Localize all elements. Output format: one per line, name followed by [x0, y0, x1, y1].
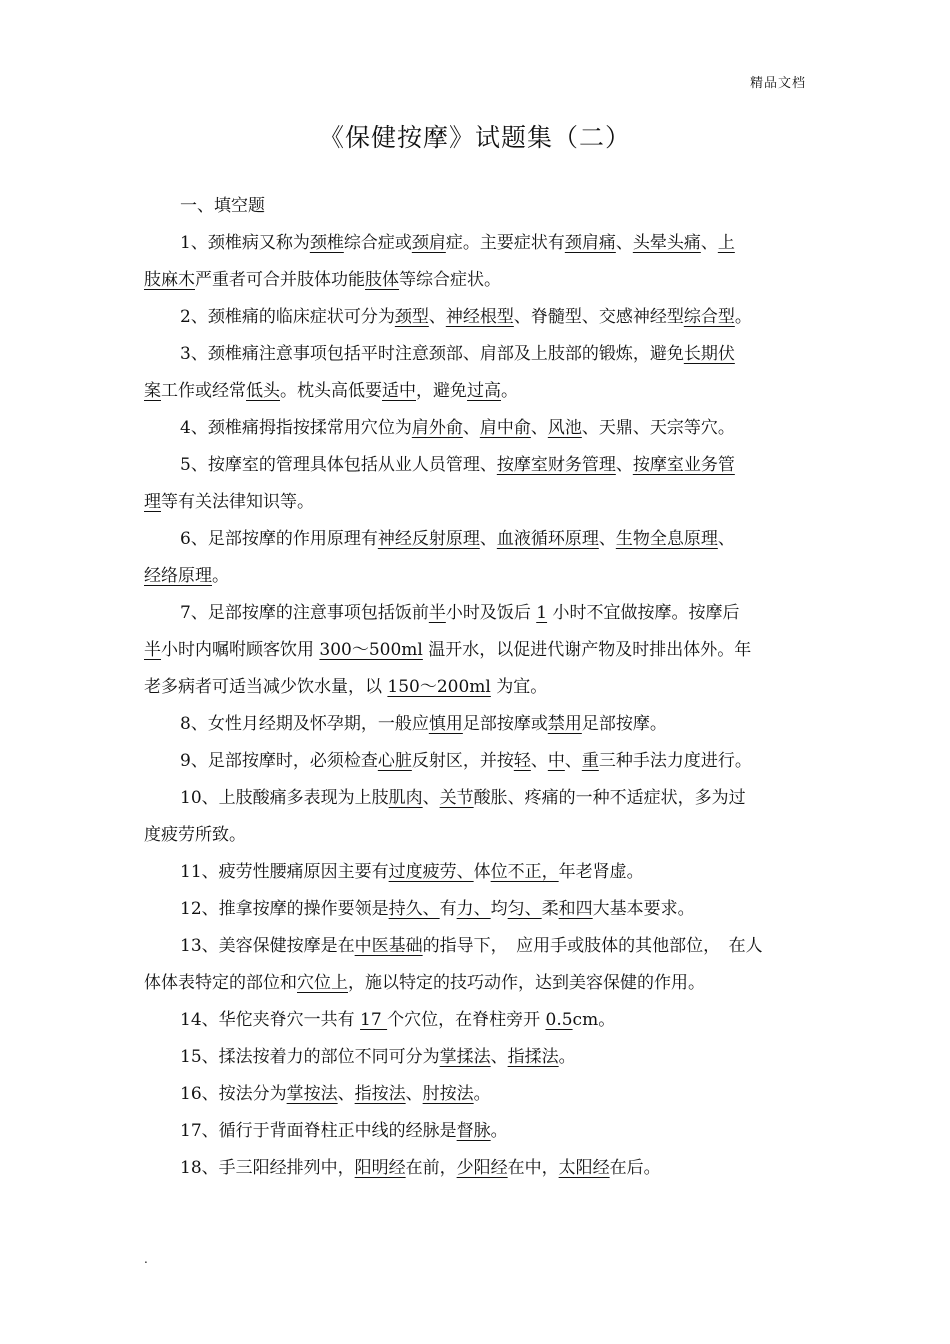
answer-blank: 和四	[558, 899, 593, 919]
question-text: 。	[558, 1047, 576, 1067]
answer-blank: 轻	[513, 751, 531, 771]
question-text: 。	[490, 1121, 508, 1141]
answer-blank: 神经根型	[445, 307, 514, 327]
question-text: 、	[615, 233, 633, 253]
question-lines	[144, 225, 806, 1187]
question-text: 小时内嘱咐顾客饮用	[161, 640, 320, 660]
answer-blank: 禁用	[547, 714, 582, 734]
answer-blank: 颈型	[394, 307, 429, 327]
text-line	[144, 891, 806, 928]
question-text: 体体表特定的部位和	[144, 973, 297, 993]
text-line	[144, 336, 806, 373]
question-text: 15、揉法按着力的部位不同可分为	[180, 1047, 440, 1067]
answer-blank: 少阳经	[456, 1158, 508, 1178]
document-title: 《保健按摩》试题集（二）	[318, 123, 631, 152]
text-line	[144, 1150, 806, 1187]
answer-blank: 掌按法	[286, 1084, 338, 1104]
question-text: 严重者可合并肢体功能	[195, 270, 365, 290]
text-line	[144, 817, 806, 854]
answer-blank: 太阳经	[558, 1158, 610, 1178]
text-line	[144, 262, 806, 299]
answer-blank: 颈肩痛	[564, 233, 616, 253]
text-line	[144, 373, 806, 410]
answer-blank: 按摩室业务管	[632, 455, 735, 475]
question-text: ，施以特定的技巧动作，达到美容保健的作用。	[348, 973, 705, 993]
text-line	[144, 595, 806, 632]
question-text: 17、循行于背面脊柱正中线的经脉是	[180, 1121, 457, 1141]
answer-blank: 过高	[467, 381, 501, 401]
question-text: 、	[700, 233, 718, 253]
answer-blank: 颈椎	[309, 233, 344, 253]
question-text: 12、推拿按摩的操作要领是	[180, 899, 389, 919]
text-line	[144, 410, 806, 447]
question-text: 三种手法力度进行。	[598, 751, 752, 771]
question-text: 8、女性月经期及怀孕期，一般应	[180, 714, 429, 734]
answer-blank: 持久、	[388, 899, 440, 919]
answer-blank: 低头	[246, 381, 280, 401]
text-line	[144, 780, 806, 817]
text-line	[144, 447, 806, 484]
question-text: 的指导下， 应用手或肢体的其他部位， 在人	[422, 936, 763, 956]
answer-blank: 理	[144, 492, 161, 512]
answer-blank: 案	[144, 381, 161, 401]
question-text: 等综合症状。	[399, 270, 501, 290]
question-text: 。	[501, 381, 518, 401]
section-heading: 一、填空题	[180, 196, 265, 216]
answer-blank: 中医基础	[354, 936, 423, 956]
question-text: 9、足部按摩时，必须检查	[180, 751, 378, 771]
answer-blank: 心脏	[377, 751, 412, 771]
text-line	[144, 1076, 806, 1113]
question-text: 症。主要症状有	[445, 233, 565, 253]
question-text: 、	[462, 418, 480, 438]
answer-blank: 肩中俞	[479, 418, 531, 438]
question-text: 11、疲劳性腰痛原因主要有	[180, 862, 389, 882]
answer-blank: 掌揉法	[439, 1047, 491, 1067]
answer-blank: 上	[717, 233, 735, 253]
question-text: 体	[473, 862, 491, 882]
answer-blank: 匀、	[507, 899, 542, 919]
answer-blank: 颈肩	[411, 233, 446, 253]
question-text: 度疲劳所致。	[144, 825, 246, 845]
question-text: 10、上肢酸痛多表现为上肢	[180, 788, 389, 808]
text-line	[144, 706, 806, 743]
text-line	[144, 1113, 806, 1150]
answer-blank: 1	[536, 603, 548, 623]
question-text: 温开水，以促进代谢产物及时排出体外。年	[422, 640, 752, 660]
answer-blank: 经络原理	[144, 566, 212, 586]
question-text: 5、按摩室的管理具体包括从业人员管理、	[180, 455, 497, 475]
answer-blank: 300～500ml	[319, 640, 423, 660]
answer-blank: 关节	[439, 788, 474, 808]
question-text: 均	[490, 899, 508, 919]
question-text: cm。	[572, 1010, 616, 1030]
question-text: 在中，	[507, 1158, 559, 1178]
question-text: 工作或经常	[161, 381, 246, 401]
question-text: 、	[717, 529, 735, 549]
question-text: 、	[530, 418, 548, 438]
answer-blank: 慎用	[428, 714, 463, 734]
answer-blank: 穴位上	[297, 973, 348, 993]
answer-blank: 半	[144, 640, 161, 660]
text-line	[144, 225, 806, 262]
question-text: 足部按摩。	[581, 714, 667, 734]
question-text: 、	[564, 751, 582, 771]
text-line	[144, 632, 806, 669]
question-text: 在后。	[609, 1158, 661, 1178]
question-text: 。	[734, 307, 752, 327]
question-text: 、	[405, 1084, 423, 1104]
answer-blank: 肘按法	[422, 1084, 474, 1104]
question-text: 13、美容保健按摩是在	[180, 936, 355, 956]
answer-blank: 长期伏	[683, 344, 735, 364]
answer-blank: 血液循环原理	[496, 529, 599, 549]
question-text: 年老肾虚。	[558, 862, 644, 882]
answer-blank: 150～200ml	[387, 677, 491, 697]
answer-blank: 肌肉	[388, 788, 423, 808]
footer-mark: .	[144, 1252, 148, 1266]
answer-blank: 17	[360, 1010, 388, 1030]
answer-blank: 肩外俞	[411, 418, 463, 438]
question-text: 、	[337, 1084, 355, 1104]
question-text: 小时及饭后	[445, 603, 537, 623]
answer-blank: 督脉	[456, 1121, 491, 1141]
text-line	[144, 484, 806, 521]
answer-blank: 中	[547, 751, 565, 771]
answer-blank: 0.5	[545, 1010, 573, 1030]
question-text: 柔	[541, 899, 559, 919]
question-text: 、	[422, 788, 440, 808]
text-line	[144, 558, 806, 595]
answer-blank: 综合型	[683, 307, 735, 327]
question-text: 3、颈椎痛注意事项包括平时注意颈部、肩部及上肢部的锻炼，避免	[180, 344, 684, 364]
answer-blank: 半	[428, 603, 446, 623]
question-text: 、	[615, 455, 633, 475]
text-line	[144, 669, 806, 706]
header-note: 精品文档	[749, 76, 806, 91]
question-text: 综合症或	[343, 233, 412, 253]
question-content	[144, 188, 806, 1187]
question-text: 小时不宜做按摩。按摩后	[547, 603, 740, 623]
question-text: 、	[428, 307, 446, 327]
answer-blank: 风池	[547, 418, 582, 438]
answer-blank: 重	[581, 751, 599, 771]
text-line	[144, 1039, 806, 1076]
answer-blank: 位不正，	[490, 862, 559, 882]
question-text: 、脊髓型、交感神经型	[513, 307, 684, 327]
question-text: 老多病者可适当减少饮水量，以	[144, 677, 388, 697]
question-text: 。枕头高低要	[280, 381, 382, 401]
question-text: 7、足部按摩的注意事项包括饭前	[180, 603, 429, 623]
question-text: 16、按法分为	[180, 1084, 287, 1104]
answer-blank: 力、	[456, 899, 491, 919]
question-text: 1、颈椎病又称为	[180, 233, 310, 253]
question-text: 、	[598, 529, 616, 549]
answer-blank: 指按法	[354, 1084, 406, 1104]
text-line	[144, 743, 806, 780]
answer-blank: 肢麻木	[144, 270, 195, 290]
question-text: 18、手三阳经排列中，	[180, 1158, 355, 1178]
text-line	[144, 854, 806, 891]
question-text: 有	[439, 899, 457, 919]
question-text: ，避免	[416, 381, 467, 401]
answer-blank: 生物全息原理	[615, 529, 718, 549]
question-text: 4、颈椎痛拇指按揉常用穴位为	[180, 418, 412, 438]
question-text: 足部按摩或	[462, 714, 548, 734]
question-text: 在前，	[405, 1158, 457, 1178]
question-text: 、	[490, 1047, 508, 1067]
question-text: 大基本要求。	[592, 899, 695, 919]
question-text: 2、颈椎痛的临床症状可分为	[180, 307, 395, 327]
question-text: 为宜。	[490, 677, 548, 697]
question-text: 6、足部按摩的作用原理有	[180, 529, 378, 549]
answer-blank: 适中	[382, 381, 416, 401]
text-line	[144, 965, 806, 1002]
answer-blank: 头晕头痛	[632, 233, 701, 253]
answer-blank: 肢体	[365, 270, 399, 290]
text-line	[144, 928, 806, 965]
text-line	[144, 299, 806, 336]
question-text: 酸胀、疼痛的一种不适症状，多为过	[473, 788, 746, 808]
text-line	[144, 1002, 806, 1039]
answer-blank: 神经反射原理	[377, 529, 480, 549]
answer-blank: 过度疲劳、	[388, 862, 474, 882]
answer-blank: 指揉法	[507, 1047, 559, 1067]
answer-blank: 阳明经	[354, 1158, 406, 1178]
question-text: 。	[212, 566, 229, 586]
question-text: 、	[530, 751, 548, 771]
question-text: 、	[479, 529, 497, 549]
question-text: 。	[473, 1084, 491, 1104]
question-text: 14、华佗夹脊穴一共有	[180, 1010, 361, 1030]
answer-blank: 按摩室财务管理	[496, 455, 616, 475]
question-text: 等有关法律知识等。	[161, 492, 314, 512]
question-text: 、天鼎、天宗等穴。	[581, 418, 735, 438]
text-line	[144, 521, 806, 558]
question-text: 个穴位，在脊柱旁开	[387, 1010, 546, 1030]
question-text: 反射区，并按	[411, 751, 514, 771]
